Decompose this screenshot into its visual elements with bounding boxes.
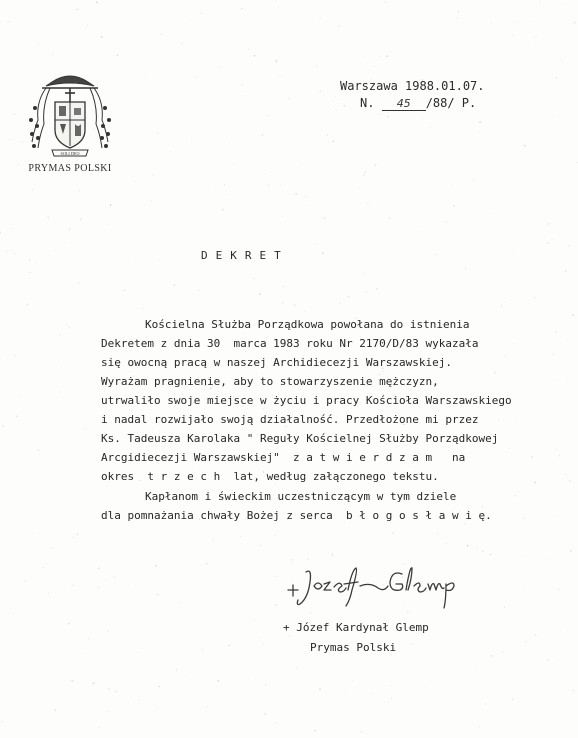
- body-line: Kapłanom i świeckim uczestniczącym w tym dziele: [145, 490, 457, 503]
- ref-suffix: /88/ P.: [425, 96, 477, 110]
- document-title: DEKRET: [201, 249, 289, 262]
- reference-number: [360, 96, 476, 111]
- document-date: Warszawa 1988.01.07.: [340, 79, 485, 93]
- crest-banner-text: SOLI DEO: [60, 151, 80, 156]
- body-line: Ks. Tadeusza Karolaka " Reguły Kościelnej Służby Porządkowej: [101, 432, 499, 445]
- body-line: dla pomnażania chwały Bożej z serca b ł o g o s ł a w i ę.: [101, 509, 492, 522]
- ref-number: 45: [382, 97, 426, 111]
- body-line: okres t r z e c h lat, według załączonego tekstu.: [101, 470, 439, 483]
- body-line: Wyrażam pragnienie, aby to stowarzyszenie mężczyzn,: [101, 375, 439, 388]
- ref-prefix: N.: [360, 96, 375, 110]
- body-line: utrwaliło swoje miejsce w życiu i pracy Kościoła Warszawskiego: [101, 394, 512, 407]
- signer-title: Prymas Polski: [310, 641, 397, 654]
- handwritten-signature: [284, 560, 464, 614]
- body-line: i nadal rozwijało swoją działalność. Przedłożone mi przez: [101, 413, 479, 426]
- body-line: Arcgidiecezji Warszawskiej" z a t w i e r d z a m na: [101, 451, 466, 464]
- body-line: się owocną pracą w naszej Archidiecezji Warszawskiej.: [101, 356, 452, 369]
- letterhead-caption: PRYMAS POLSKI: [28, 163, 112, 174]
- body-line: Kościelna Służba Porządkowa powołana do istnienia: [145, 318, 470, 331]
- body-line: Dekretem z dnia 30 marca 1983 roku Nr 2170/D/83 wykazała: [101, 337, 479, 350]
- signer-name: + Józef Kardynał Glemp: [283, 621, 429, 634]
- coat-of-arms-icon: [22, 68, 118, 164]
